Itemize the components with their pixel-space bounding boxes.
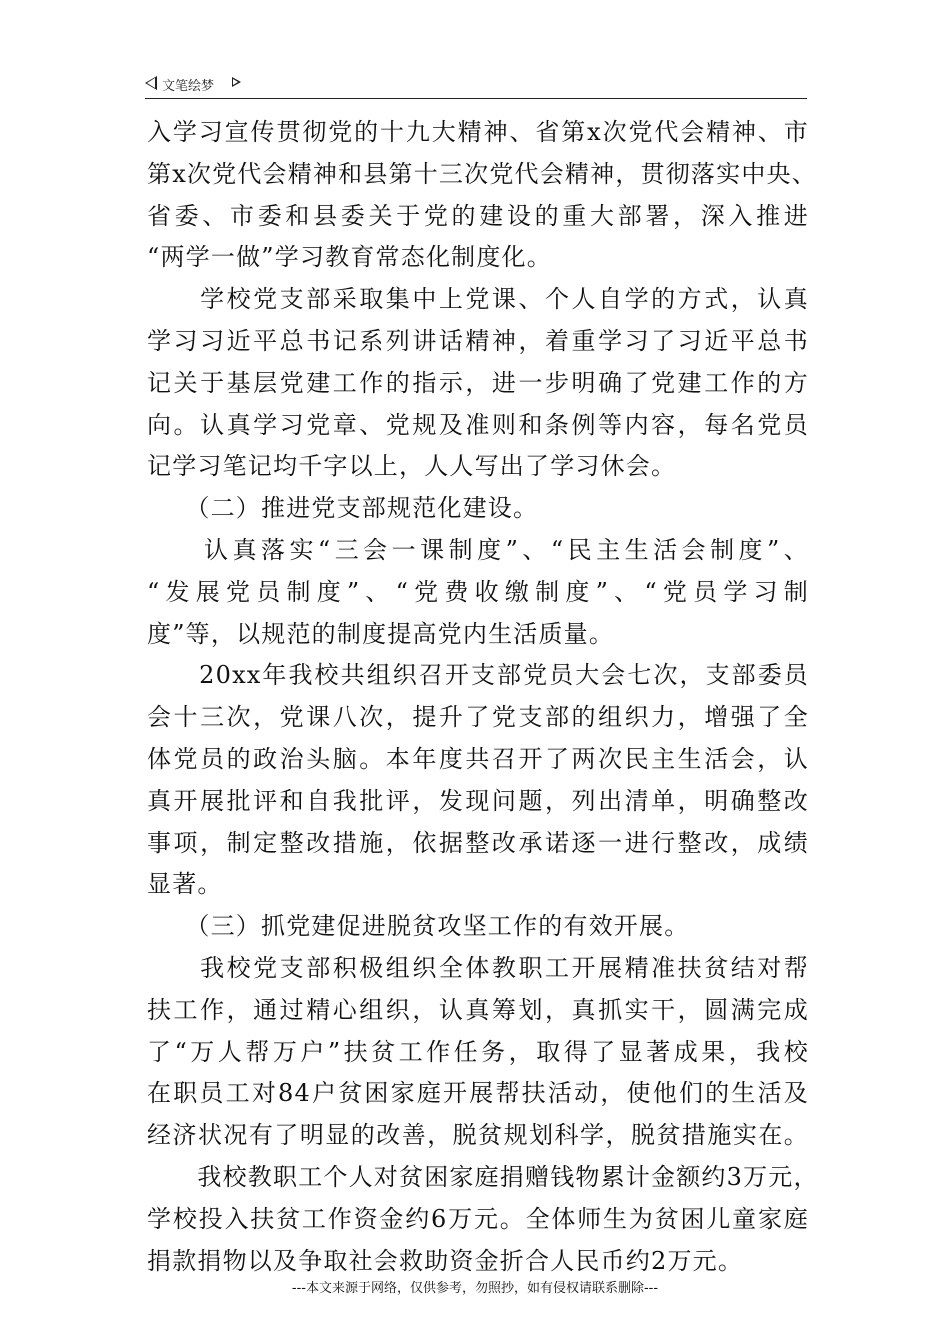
header-brand: 文笔绘梦 <box>162 79 215 94</box>
text-line: 向。认真学习党章、党规及准则和条例等内容，每名党员 <box>147 410 809 439</box>
text-line: 记关于基层党建工作的指示，进一步明确了党建工作的方 <box>147 368 809 397</box>
document-body <box>147 112 819 1282</box>
text-line: 了“万人帮万户”扶贫工作任务，取得了显著成果，我校 <box>147 1037 809 1066</box>
page-header <box>145 72 807 99</box>
triangle-right-icon <box>232 77 241 87</box>
text-line: 度”等，以规范的制度提高党内生活质量。 <box>147 619 615 648</box>
text-line: 我校党支部积极组织全体教职工开展精准扶贫结对帮 <box>147 953 809 982</box>
page-footer: ---本文来源于网络，仅供参考，勿照抄，如有侵权请联系删除--- <box>291 1281 659 1296</box>
triangle-left-icon <box>145 76 157 90</box>
text-line: 省委、市委和县委关于党的建设的重大部署，深入推进 <box>147 201 809 230</box>
text-line: 经济状况有了明显的改善，脱贫规划科学，脱贫措施实在。 <box>147 1121 809 1150</box>
text-line: 在职员工对84户贫困家庭开展帮扶活动，使他们的生活及 <box>147 1079 809 1108</box>
text-line: 显著。 <box>147 870 223 899</box>
text-line: 学校党支部采取集中上党课、个人自学的方式，认真 <box>147 285 809 314</box>
text-line: 体党员的政治头脑。本年度共召开了两次民主生活会，认 <box>147 744 809 773</box>
text-line: 认真落实“三会一课制度”、“民主生活会制度”、 <box>147 535 809 564</box>
text-line: 学习习近平总书记系列讲话精神，着重学习了习近平总书 <box>147 326 809 355</box>
text-line: 20xx年我校共组织召开支部党员大会七次，支部委员 <box>147 661 809 690</box>
section-heading: （二）推进党支部规范化建设。 <box>147 494 539 523</box>
section-heading: （三）抓党建促进脱贫攻坚工作的有效开展。 <box>147 912 690 941</box>
text-line: 学校投入扶贫工作资金约6万元。全体师生为贫困儿童家庭 <box>147 1204 809 1233</box>
text-line: 记学习笔记均千字以上，人人写出了学习休会。 <box>147 452 677 481</box>
text-line: 会十三次，党课八次，提升了党支部的组织力，增强了全 <box>147 703 809 732</box>
text-line: 扶工作，通过精心组织，认真筹划，真抓实干，圆满完成 <box>147 995 809 1024</box>
text-line: 我校教职工个人对贫困家庭捐赠钱物累计金额约3万元， <box>147 1162 819 1191</box>
text-line: 事项，制定整改措施，依据整改承诺逐一进行整改，成绩 <box>147 828 809 857</box>
text-line: 第x次党代会精神和县第十三次党代会精神，贯彻落实中央、 <box>147 159 817 188</box>
text-line: “两学一做”学习教育常态化制度化。 <box>147 243 552 272</box>
text-line: 捐款捐物以及争取社会救助资金折合人民币约2万元。 <box>147 1246 744 1275</box>
text-line: 真开展批评和自我批评，发现问题，列出清单，明确整改 <box>147 786 809 815</box>
text-line: 入学习宣传贯彻党的十九大精神、省第x次党代会精神、市 <box>147 118 809 146</box>
text-line: “发展党员制度”、“党费收缴制度”、“党员学习制 <box>147 577 809 606</box>
